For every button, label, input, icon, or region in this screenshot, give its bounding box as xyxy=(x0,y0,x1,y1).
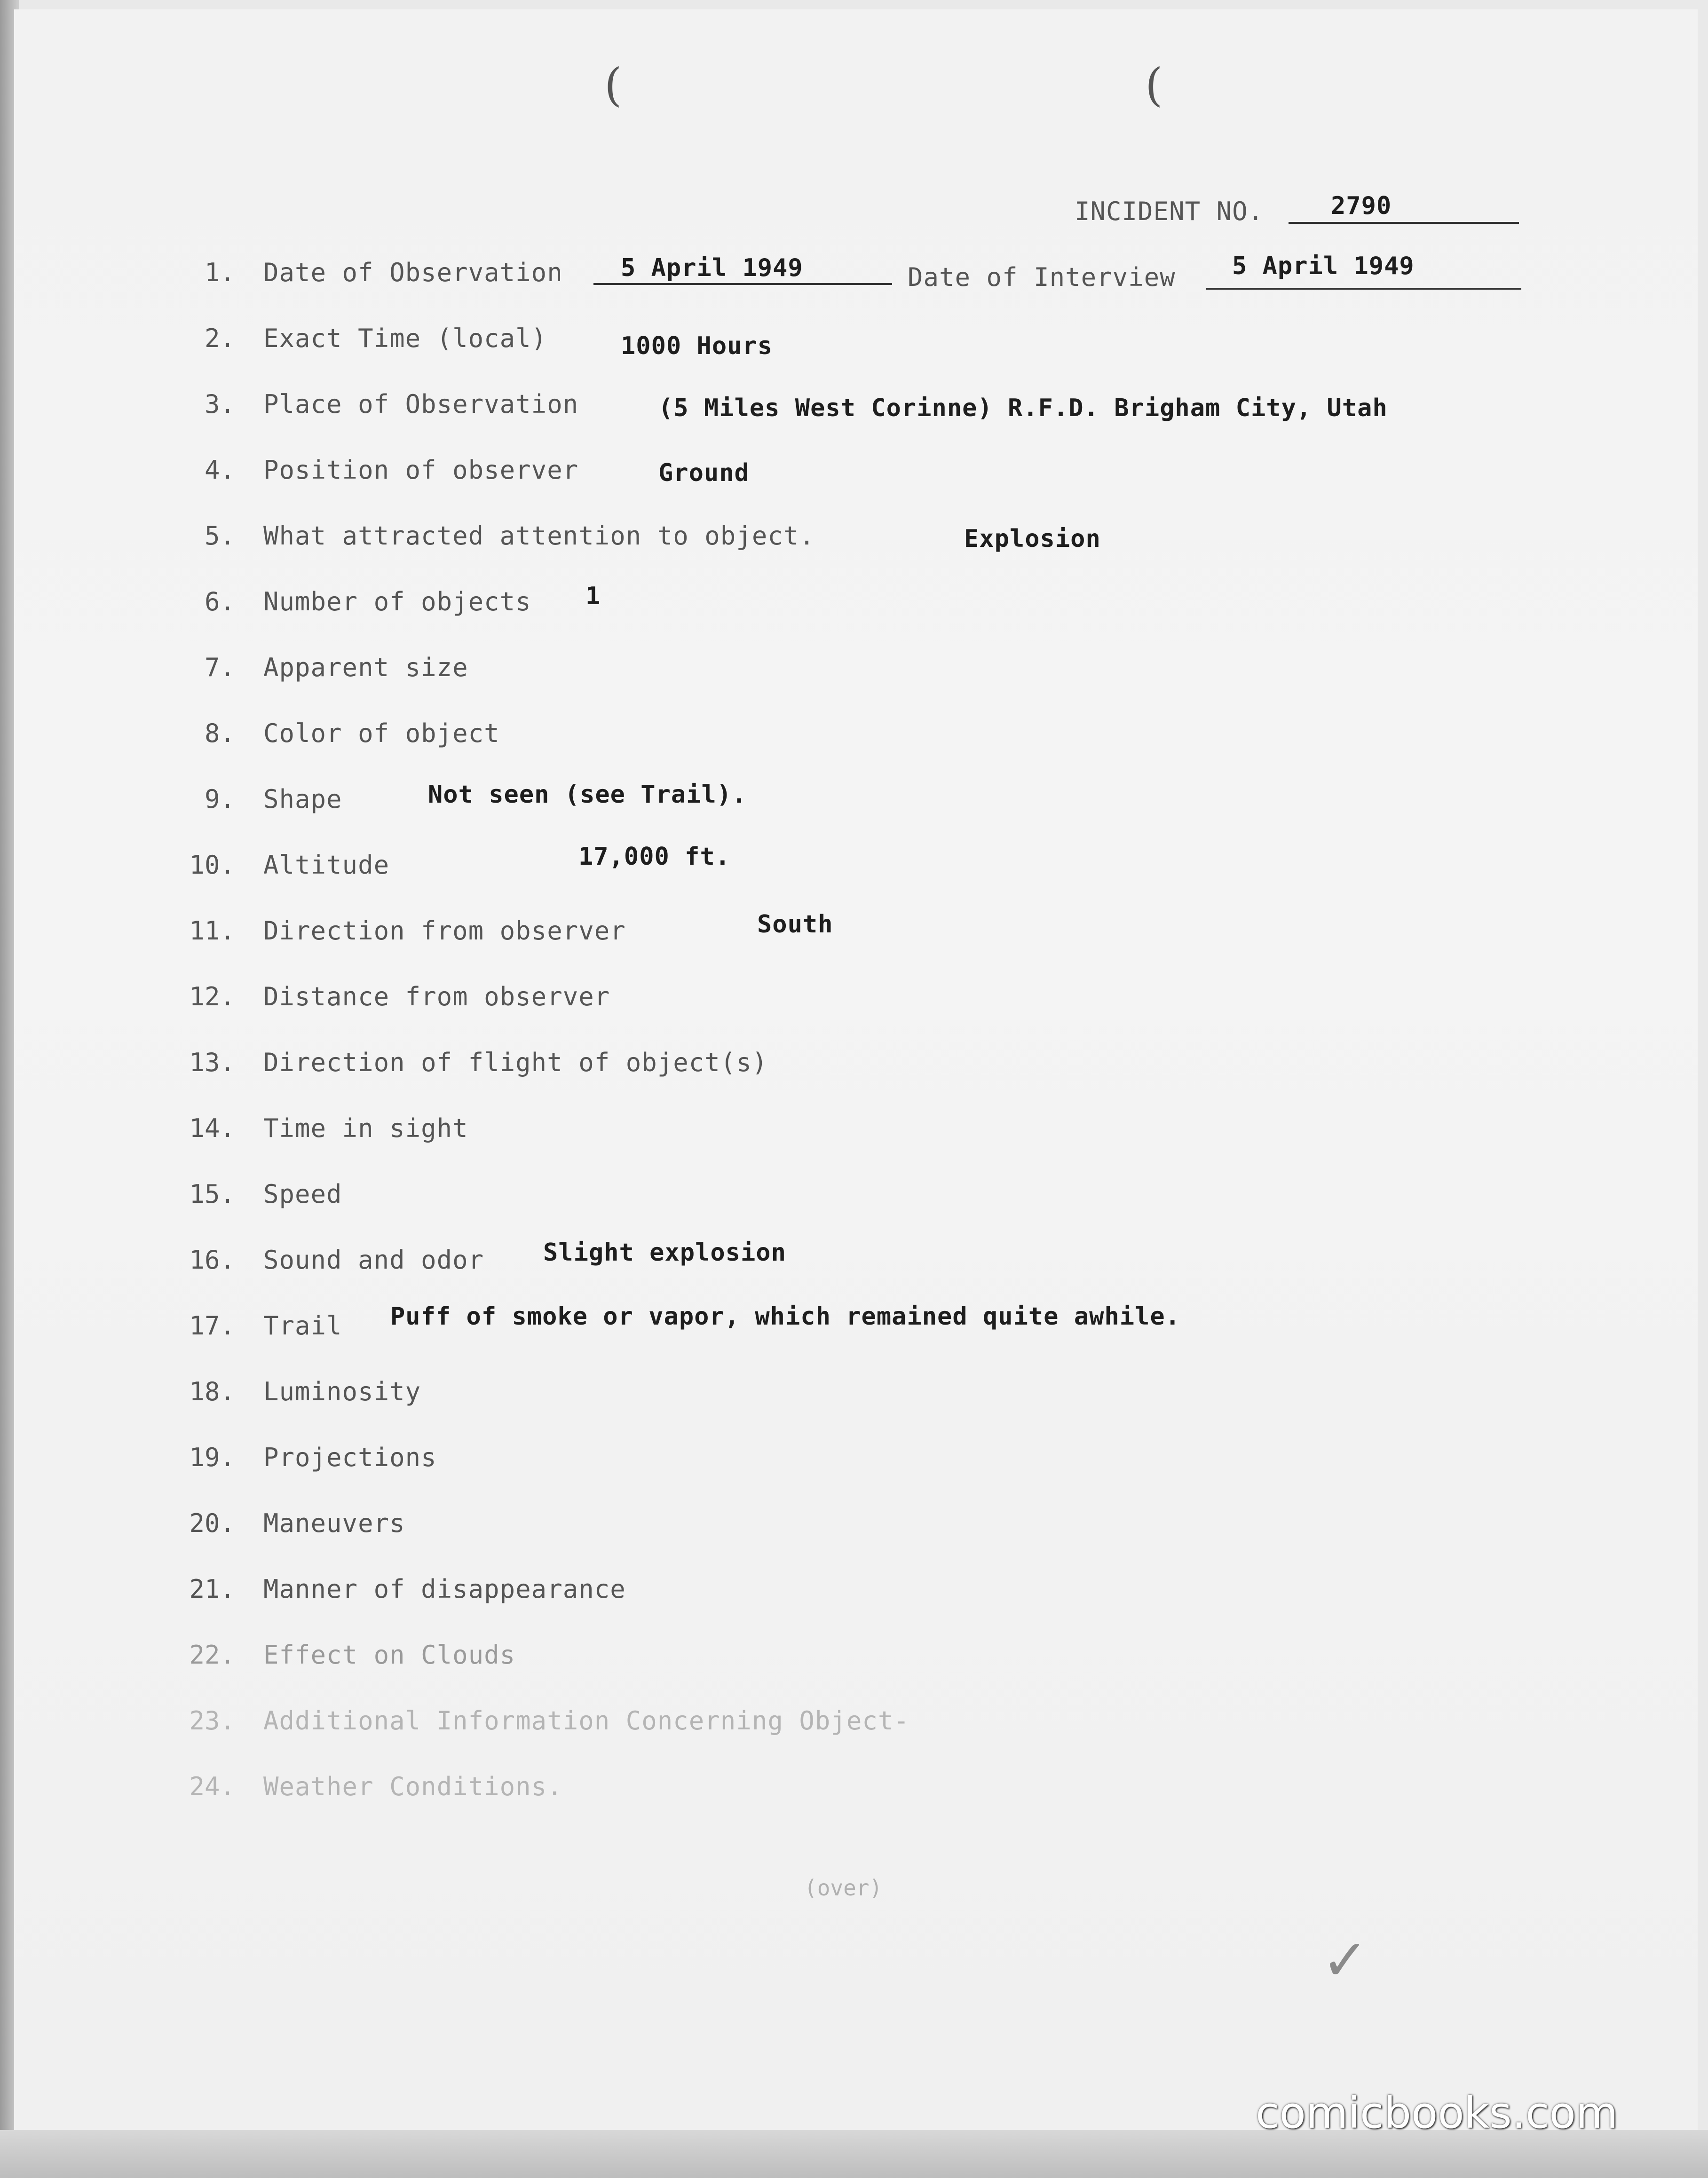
item-label: Speed xyxy=(263,1179,342,1209)
date-of-observation-label: Date of Observation xyxy=(263,258,563,287)
item-value: Puff of smoke or vapor, which remained quite awhile. xyxy=(390,1302,1180,1331)
item-label: Sound and odor xyxy=(263,1245,484,1275)
item-number: 20. xyxy=(189,1508,235,1538)
item-label: Projections xyxy=(263,1443,437,1472)
item-label: Place of Observation xyxy=(263,389,579,419)
item-value: 1 xyxy=(585,582,601,610)
item-number: 11. xyxy=(189,916,235,946)
item-label: Additional Information Concerning Object- xyxy=(263,1706,909,1736)
item-number: 16. xyxy=(189,1245,235,1275)
item-label: What attracted attention to object. xyxy=(263,521,815,551)
item-label: Shape xyxy=(263,784,342,814)
item-label: Manner of disappearance xyxy=(263,1574,626,1604)
item-label: Apparent size xyxy=(263,653,468,682)
item-number: 6. xyxy=(204,587,235,616)
item-value: Explosion xyxy=(964,525,1101,553)
item-label: Effect on Clouds xyxy=(263,1640,516,1670)
item-number: 10. xyxy=(189,850,235,880)
item-value: 17,000 ft. xyxy=(578,843,731,871)
punch-hole-mark-right: ( xyxy=(1145,59,1163,111)
item-label: Direction from observer xyxy=(263,916,626,946)
item-number: 2. xyxy=(204,324,235,353)
incident-number-label: INCIDENT NO. xyxy=(1075,197,1264,226)
item-number: 22. xyxy=(189,1640,235,1670)
item-number-1: 1. xyxy=(204,258,235,287)
item-label: Exact Time (local) xyxy=(263,324,547,353)
over-note: (over) xyxy=(804,1875,883,1901)
punch-hole-mark-left: ( xyxy=(604,59,622,111)
item-value: South xyxy=(757,910,833,939)
item-label: Distance from observer xyxy=(263,982,610,1011)
item-number: 12. xyxy=(189,982,235,1011)
item-number: 8. xyxy=(204,718,235,748)
item-value: Not seen (see Trail). xyxy=(428,781,747,809)
item-label: Maneuvers xyxy=(263,1508,405,1538)
item-number: 21. xyxy=(189,1574,235,1604)
item-value: Ground xyxy=(658,459,750,487)
item-label: Time in sight xyxy=(263,1113,468,1143)
item-number: 4. xyxy=(204,455,235,485)
item-label: Luminosity xyxy=(263,1377,421,1406)
item-label: Position of observer xyxy=(263,455,579,485)
item-label: Number of objects xyxy=(263,587,531,616)
item-label: Altitude xyxy=(263,850,390,880)
item-value: Slight explosion xyxy=(543,1239,786,1267)
date-of-observation-underline xyxy=(593,283,892,285)
document-page xyxy=(14,9,1698,2130)
date-of-interview-label: Date of Interview xyxy=(908,262,1176,292)
item-value: (5 Miles West Corinne) R.F.D. Brigham City, Utah xyxy=(658,394,1388,422)
item-number: 3. xyxy=(204,389,235,419)
item-label: Direction of flight of object(s) xyxy=(263,1048,768,1077)
item-number: 18. xyxy=(189,1377,235,1406)
item-label: Color of object xyxy=(263,718,500,748)
item-number: 7. xyxy=(204,653,235,682)
item-number: 13. xyxy=(189,1048,235,1077)
item-label: Trail xyxy=(263,1311,342,1341)
date-of-observation-value: 5 April 1949 xyxy=(621,254,803,282)
item-label: Weather Conditions. xyxy=(263,1772,563,1801)
item-number: 17. xyxy=(189,1311,235,1341)
item-number: 9. xyxy=(204,784,235,814)
item-number: 19. xyxy=(189,1443,235,1472)
date-of-interview-underline xyxy=(1206,288,1521,290)
incident-number-underline xyxy=(1289,222,1519,224)
date-of-interview-value: 5 April 1949 xyxy=(1232,252,1415,280)
item-value: 1000 Hours xyxy=(621,332,773,360)
item-number: 14. xyxy=(189,1113,235,1143)
check-mark: ✓ xyxy=(1321,1928,1369,1993)
item-number: 15. xyxy=(189,1179,235,1209)
watermark: comicbooks.com xyxy=(1256,2088,1618,2138)
item-number: 5. xyxy=(204,521,235,551)
item-number: 24. xyxy=(189,1772,235,1801)
item-number: 23. xyxy=(189,1706,235,1736)
incident-number-value: 2790 xyxy=(1331,192,1392,220)
